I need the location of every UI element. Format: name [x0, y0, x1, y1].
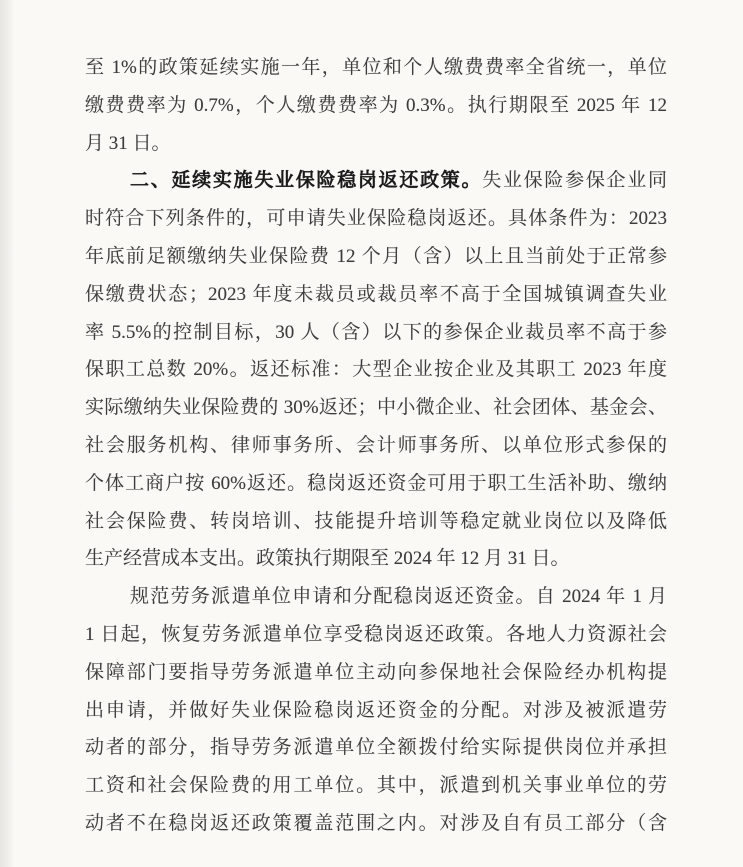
text-line: 动者不在稳岗返还政策覆盖范围之内。对涉及自有员工部分（含 — [85, 812, 667, 834]
text-line: 1 日起，恢复劳务派遣单位享受稳岗返还政策。各地人力资源社会 — [85, 623, 667, 645]
text-line: 年底前足额缴纳失业保险费 12 个月（含）以上且当前处于正常参 — [85, 245, 667, 267]
text-line: 出申请，并做好失业保险稳岗返还资金的分配。对涉及被派遣劳 — [85, 699, 667, 721]
text-line: 保缴费状态；2023 年度未裁员或裁员率不高于全国城镇调查失业 — [85, 283, 667, 305]
text-line: 保职工总数 20%。返还标准：大型企业按企业及其职工 2023 年度 — [85, 359, 667, 381]
text-line: 时符合下列条件的，可申请失业保险稳岗返还。具体条件为：2023 — [85, 208, 667, 230]
text-line: 实际缴纳失业保险费的 30%返还；中小微企业、社会团体、基金会、 — [85, 397, 667, 419]
text-line-paragraph-end: 月 31 日。 — [85, 132, 171, 154]
text-line: 社会服务机构、律师事务所、会计师事务所、以单位形式参保的 — [85, 434, 667, 456]
paragraph-start-line: 规范劳务派遣单位申请和分配稳岗返还资金。自 2024 年 1 月 — [130, 586, 667, 608]
scan-edge-shading — [0, 0, 14, 867]
text-line: 社会保险费、转岗培训、技能提升培训等稳定就业岗位以及降低 — [85, 510, 667, 532]
text-line-paragraph-end: 生产经营成本支出。政策执行期限至 2024 年 12 月 31 日。 — [85, 548, 570, 570]
text-line: 个体工商户按 60%返还。稳岗返还资金可用于职工生活补助、缴纳 — [85, 472, 667, 494]
text-line: 工资和社会保险费的用工单位。其中，派遣到机关事业单位的劳 — [85, 775, 667, 797]
section-heading-rest-text: 失业保险参保企业同 — [482, 170, 667, 192]
text-line: 缴费费率为 0.7%，个人缴费费率为 0.3%。执行期限至 2025 年 12 — [85, 94, 667, 116]
text-line: 至 1%的政策延续实施一年，单位和个人缴费费率全省统一，单位 — [85, 57, 667, 78]
text-line: 保障部门要指导劳务派遣单位主动向参保地社会保险经办机构提 — [85, 661, 667, 683]
text-line: 动者的部分，指导劳务派遣单位全额拨付给实际提供岗位并承担 — [85, 737, 667, 759]
text-line: 率 5.5%的控制目标，30 人（含）以下的参保企业裁员率不高于参 — [85, 321, 667, 343]
section-heading-line — [85, 162, 667, 200]
document-text-block — [85, 49, 667, 843]
section-heading-bold-text: 二、延续实施失业保险稳岗返还政策。 — [130, 170, 483, 192]
